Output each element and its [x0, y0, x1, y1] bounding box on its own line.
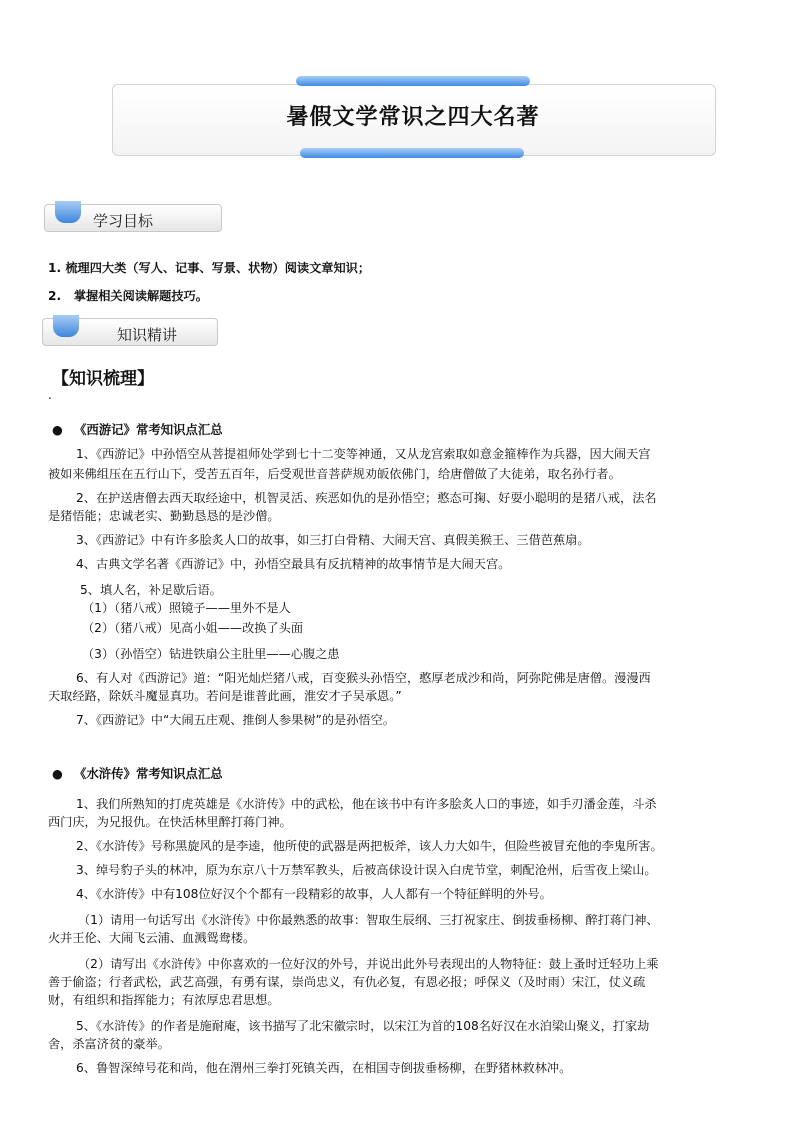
banner-top-decoration: [296, 76, 530, 86]
paragraph-line: 7、《西游记》中“大闹五庄观、推倒人参果树”的是孙悟空。: [76, 713, 395, 727]
section-title: 《西游记》常考知识点汇总: [74, 422, 223, 437]
paragraph-line: （3）（孙悟空）钻进铁扇公主肚里——心腹之患: [82, 647, 340, 661]
bullet-icon: ●: [52, 766, 63, 781]
paragraph-line: 1、我们所熟知的打虎英雄是《水浒传》中的武松，他在该书中有许多脍炙人口的事迹，如手刃潘金莲，斗杀: [76, 797, 657, 811]
section-label: 学习目标: [93, 212, 154, 230]
paragraph-line: 善于偷盗；行者武松，武艺高强，有勇有谋，崇尚忠义，有仇必复，有恩必报；呼保义（及时雨）宋江，仗义疏: [48, 975, 646, 989]
shuihu-heading: [52, 764, 223, 782]
paragraph-line: 火并王伦、大闹飞云浦、血溅鸳鸯楼。: [48, 931, 256, 945]
paragraph-line: （2）（猪八戒）见高小姐——改换了头面: [82, 621, 304, 635]
paragraph-line: 舍，杀富济贫的豪举。: [48, 1037, 170, 1051]
xiyouji-heading: [52, 420, 223, 438]
paragraph-line: （1）请用一句话写出《水浒传》中你最熟悉的故事：智取生辰纲、三打祝家庄、倒拔垂杨柳、醉打蒋门神、: [78, 913, 659, 927]
goal-line: 2. 掌握相关阅读解题技巧。: [48, 289, 208, 303]
paragraph-line: 2、《水浒传》号称黑旋风的是李逵，他所使的武器是两把板斧，该人力大如牛，但险些被冒充他的李鬼所害。: [76, 839, 663, 853]
paragraph-line: 3、绰号豹子头的林冲，原为东京八十万禁军教头，后被高俅设计误入白虎节堂，刺配沧州，后雪夜上梁山。: [76, 863, 657, 877]
paragraph-line: 5、《水浒传》的作者是施耐庵，该书描写了北宋徽宗时，以宋江为首的108名好汉在水泊梁山聚义，打家劫: [76, 1019, 650, 1033]
paragraph-line: 3、《西游记》中有许多脍炙人口的故事，如三打白骨精、大闹天宫、真假美猴王、三借芭蕉扇。: [76, 533, 590, 547]
section-label: 知识精讲: [117, 326, 178, 344]
paragraph-line: 4、《水浒传》中有108位好汉个个都有一段精彩的故事，人人都有一个特征鲜明的外号。: [76, 887, 552, 901]
goal-line: 1. 梳理四大类（写人、记事、写景、状物）阅读文章知识；: [48, 261, 371, 275]
paragraph-line: 5、填人名，补足歇后语。: [80, 583, 222, 597]
section-header-knowledge: [42, 318, 218, 346]
paragraph-line: 6、鲁智深绰号花和尚，他在渭州三拳打死镇关西，在相国寺倒拔垂杨柳，在野猪林救林冲。: [76, 1061, 572, 1075]
bullet-icon: ●: [52, 422, 63, 437]
paragraph-line: 1、《西游记》中孙悟空从菩提祖师处学到七十二变等神通，又从龙宫索取如意金箍棒作为兵器，因大闹天宫: [76, 447, 651, 461]
section-tab-icon: [55, 201, 81, 223]
section-title: 《水浒传》常考知识点汇总: [74, 766, 223, 781]
banner-bottom-decoration: [300, 148, 524, 158]
paragraph-line: （2）请写出《水浒传》中你喜欢的一位好汉的外号，并说出此外号表现出的人物特征：鼓上蚤时迁轻功上乘: [78, 957, 659, 971]
section-tab-icon: [53, 315, 79, 337]
knowledge-heading: 【知识梳理】: [52, 369, 154, 389]
paragraph-line: 2、在护送唐僧去西天取经途中，机智灵活、疾恶如仇的是孙悟空；憨态可掬、好耍小聪明的是猪八戒，法名: [76, 491, 657, 505]
section-header-goals: [44, 204, 222, 232]
paragraph-line: 被如来佛组压在五行山下，受苦五百年，后受观世音菩萨规劝皈依佛门，给唐僧做了大徒弟，取名孙行者。: [48, 467, 621, 481]
paragraph-line: 6、有人对《西游记》道：“阳光灿烂猪八戒，百变猴头孙悟空，憨厚老成沙和尚，阿弥陀佛是唐僧。漫漫西: [76, 671, 651, 685]
stray-dot: .: [48, 388, 52, 402]
paragraph-line: 天取经路，除妖斗魔显真功。若问是谁普此画，淮安才子吴承恩。”: [48, 689, 402, 703]
paragraph-line: 财，有组织和指挥能力；有浓厚忠君思想。: [48, 993, 280, 1007]
paragraph-line: 是猪悟能；忠诚老实、勤勤恳恳的是沙僧。: [48, 509, 280, 523]
page-title: 暑假文学常识之四大名著: [286, 105, 540, 130]
paragraph-line: （1）（猪八戒）照镜子——里外不是人: [82, 601, 291, 615]
paragraph-line: 4、古典文学名著《西游记》中，孙悟空最具有反抗精神的故事情节是大闹天宫。: [76, 557, 511, 571]
paragraph-line: 西门庆，为兄报仇。在快活林里醉打蒋门神。: [48, 815, 292, 829]
